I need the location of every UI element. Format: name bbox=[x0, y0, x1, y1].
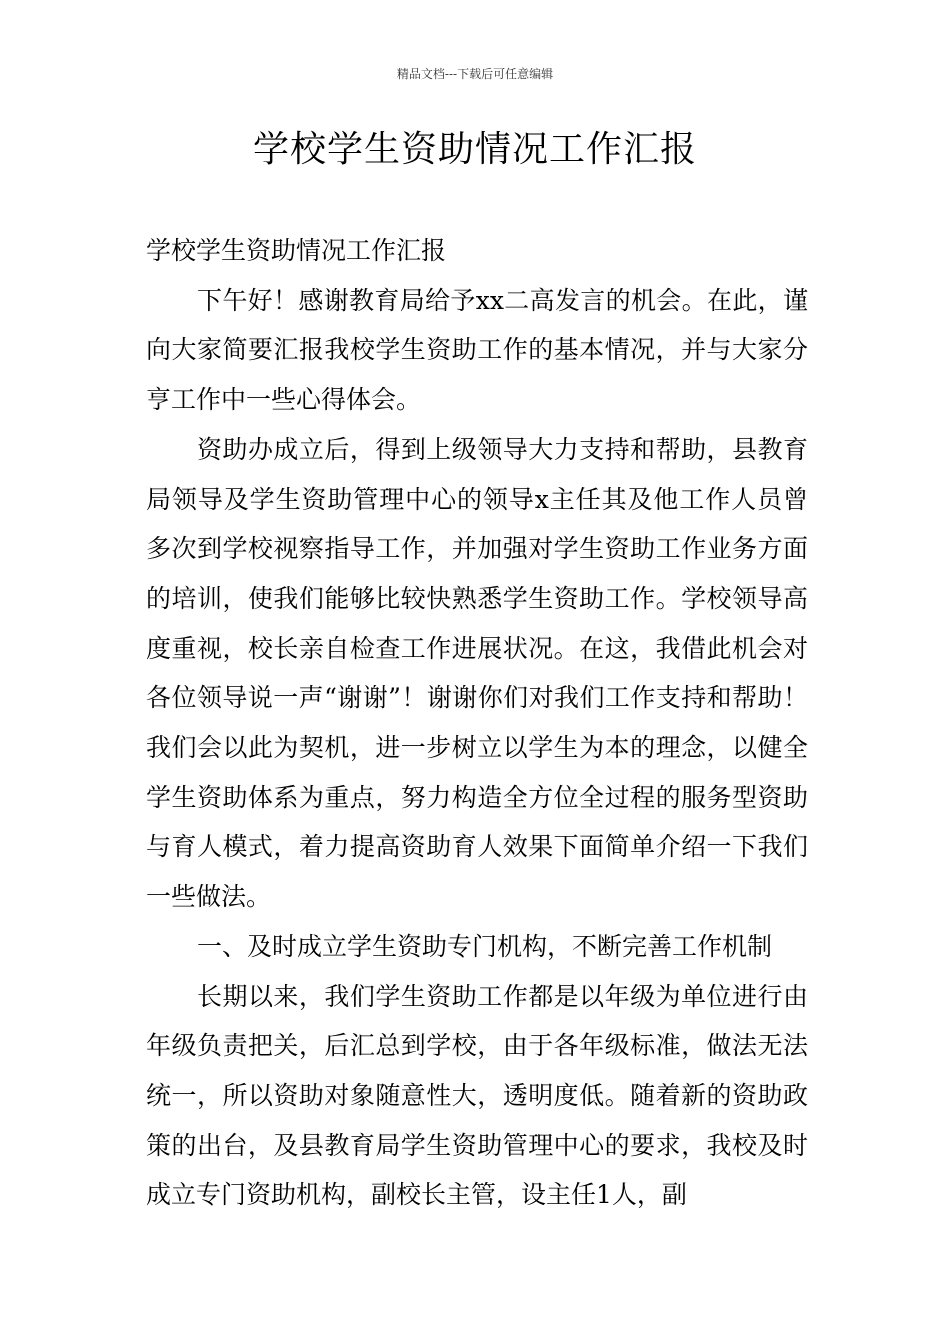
paragraph-greeting: 下午好！感谢教育局给予xx二高发言的机会。在此，谨向大家简要汇报我校学生资助工作的基本情况，并与大家分亨工作中一些心得体会。 bbox=[146, 285, 808, 415]
paragraph-history: 长期以来，我们学生资助工作都是以年级为单位进行由年级负责把关，后汇总到学校，由于各年级标准，做法无法统一，所以资助对象随意性大，透明度低。随着新的资助政策的出台，及县教育局学生资助管理中心的要求，我校及时成立专门资助机构，副校长主管，设主任1人，副 bbox=[146, 981, 808, 1210]
subtitle-line: 学校学生资助情况工作汇报 bbox=[146, 236, 447, 265]
section-heading-1: 一、及时成立学生资助专门机构，不断完善工作机制 bbox=[197, 931, 773, 961]
document-body bbox=[146, 226, 808, 1220]
document-title: 学校学生资助情况工作汇报 bbox=[252, 129, 697, 170]
header-note: 精品文档---下载后可任意编辑 bbox=[396, 67, 554, 81]
paragraph-support: 资助办成立后，得到上级领导大力支持和帮助，县教育局领导及学生资助管理中心的领导x主任其及他工作人员曾多次到学校视察指导工作，并加强对学生资助工作业务方面的培训，使我们能够比较快熟悉学生资助工作。学校领导高度重视，校长亲自检查工作进展状况。在这，我借此机会对各位领导说一声“谢谢”！谢谢你们对我们工作支持和帮助！我们会以此为契机，进一步树立以学生为本的理念，以健全学生资助体系为重点，努力构造全方位全过程的服务型资助与育人模式，着力提高资助育人效果下面简单介绍一下我们一些做法。 bbox=[146, 434, 808, 912]
